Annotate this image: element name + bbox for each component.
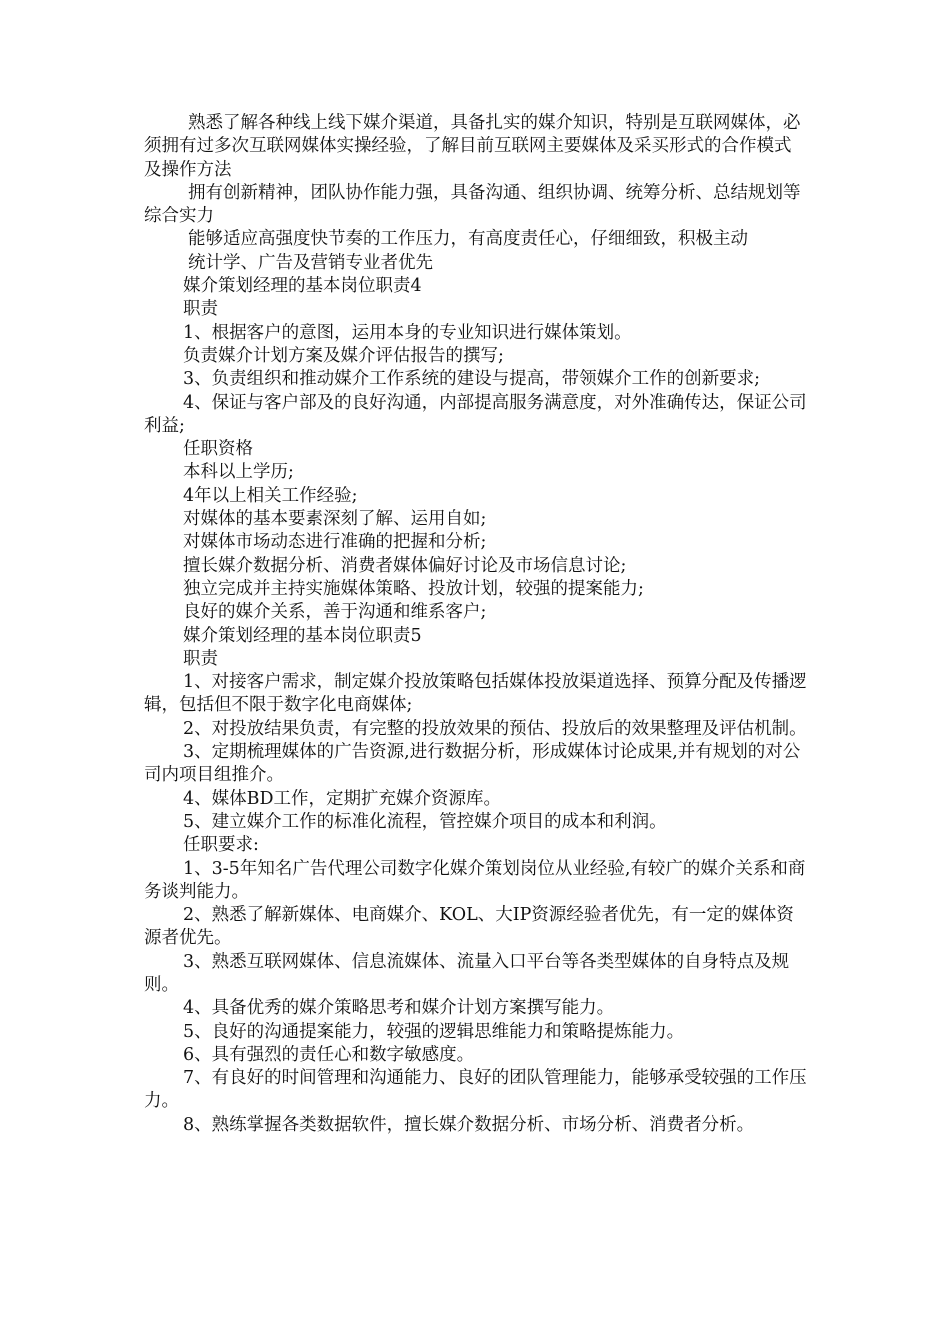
subsection-heading: 任职要求: bbox=[183, 835, 259, 856]
subsection-heading: 任职资格 bbox=[183, 439, 253, 460]
paragraph: 3、负责组织和推动媒介工作系统的建设与提高，带领媒介工作的创新要求; bbox=[183, 369, 761, 390]
paragraph: 3、熟悉互联网媒体、信息流媒体、流量入口平台等各类型媒体的自身特点及规则。 bbox=[144, 951, 790, 995]
paragraph: 对媒体的基本要素深刻了解、运用自如; bbox=[183, 509, 487, 530]
paragraph: 本科以上学历; bbox=[183, 462, 294, 483]
paragraph: 8、熟练掌握各类数据软件，擅长媒介数据分析、市场分析、消费者分析。 bbox=[183, 1114, 755, 1135]
subsection-heading: 职责 bbox=[183, 299, 218, 320]
paragraph: 良好的媒介关系，善于沟通和维系客户; bbox=[183, 602, 487, 623]
paragraph: 1、根据客户的意图，运用本身的专业知识进行媒体策划。 bbox=[183, 322, 632, 343]
paragraph: 5、建立媒介工作的标准化流程，管控媒介项目的成本和利润。 bbox=[183, 811, 667, 832]
section-heading: 媒介策划经理的基本岗位职责5 bbox=[183, 625, 422, 646]
paragraph: 2、熟悉了解新媒体、电商媒介、KOL、大IP资源经验者优先，有一定的媒体资源者优先。 bbox=[144, 905, 794, 949]
paragraph: 6、具有强烈的责任心和数字敏感度。 bbox=[183, 1044, 475, 1065]
paragraph: 3、定期梳理媒体的广告资源,进行数据分析，形成媒体讨论成果,并有规划的对公司内项目组推介。 bbox=[144, 742, 801, 786]
paragraph: 能够适应高强度快节奏的工作压力，有高度责任心，仔细细致，积极主动 bbox=[188, 229, 748, 250]
paragraph: 4年以上相关工作经验; bbox=[183, 485, 358, 506]
paragraph: 1、3-5年知名广告代理公司数字化媒介策划岗位从业经验,有较广的媒介关系和商务谈判能力。 bbox=[144, 858, 806, 902]
paragraph: 统计学、广告及营销专业者优先 bbox=[188, 252, 433, 273]
paragraph: 熟悉了解各种线上线下媒介渠道，具备扎实的媒介知识，特别是互联网媒体，必须拥有过多次互联网媒体实操经验，了解目前互联网主要媒体及采买形式的合作模式及操作方法 bbox=[144, 113, 801, 180]
subsection-heading: 职责 bbox=[183, 648, 218, 669]
paragraph: 4、媒体BD工作，定期扩充媒介资源库。 bbox=[183, 788, 502, 809]
paragraph: 5、良好的沟通提案能力，较强的逻辑思维能力和策略提炼能力。 bbox=[183, 1021, 685, 1042]
document-body bbox=[144, 112, 808, 1137]
paragraph: 4、具备优秀的媒介策略思考和媒介计划方案撰写能力。 bbox=[183, 998, 615, 1019]
paragraph: 拥有创新精神，团队协作能力强，具备沟通、组织协调、统筹分析、总结规划等综合实力 bbox=[144, 182, 801, 227]
paragraph: 独立完成并主持实施媒体策略、投放计划，较强的提案能力; bbox=[183, 578, 644, 599]
paragraph: 负责媒介计划方案及媒介评估报告的撰写; bbox=[183, 345, 504, 366]
paragraph: 擅长媒介数据分析、消费者媒体偏好讨论及市场信息讨论; bbox=[183, 555, 627, 576]
paragraph: 对媒体市场动态进行准确的把握和分析; bbox=[183, 532, 487, 553]
paragraph: 2、对投放结果负责，有完整的投放效果的预估、投放后的效果整理及评估机制。 bbox=[183, 718, 807, 739]
paragraph: 4、保证与客户部及的良好沟通，内部提高服务满意度，对外准确传达，保证公司利益; bbox=[144, 392, 807, 436]
section-heading: 媒介策划经理的基本岗位职责4 bbox=[183, 276, 422, 297]
paragraph: 1、对接客户需求，制定媒介投放策略包括媒体投放渠道选择、预算分配及传播逻辑，包括但不限于数字化电商媒体; bbox=[144, 672, 807, 716]
paragraph: 7、有良好的时间管理和沟通能力、良好的团队管理能力，能够承受较强的工作压力。 bbox=[144, 1068, 807, 1112]
